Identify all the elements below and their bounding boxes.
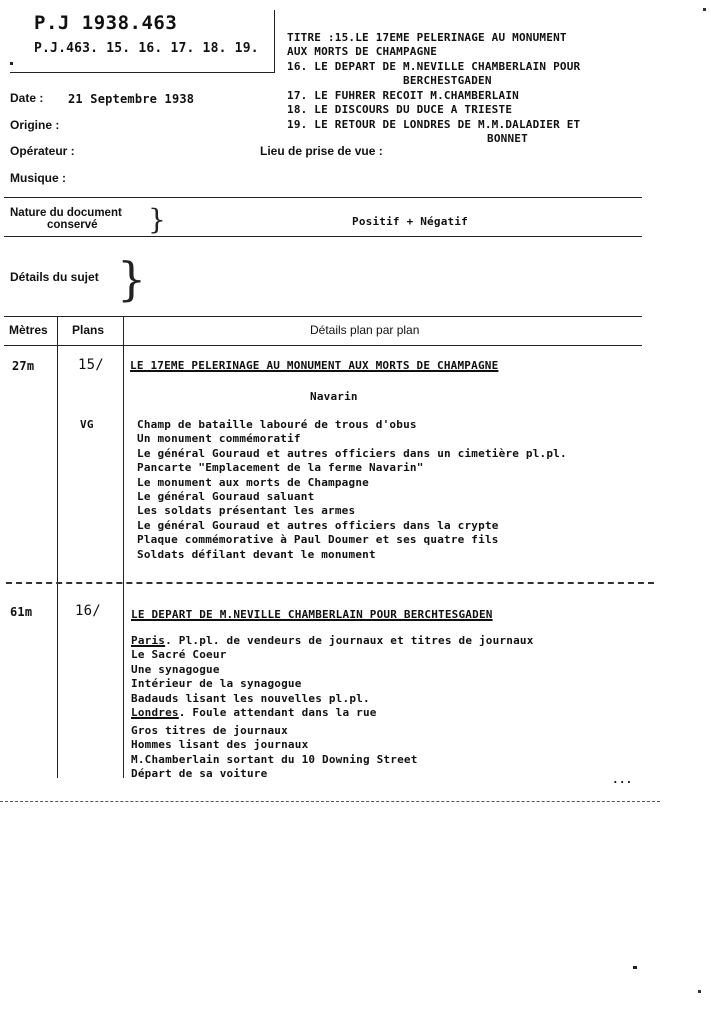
operateur-label: Opérateur : xyxy=(10,144,75,158)
nature-brace: } xyxy=(148,203,166,236)
title-line-7: 19. LE RETOUR DE LONDRES DE M.M.DALADIER ET xyxy=(287,118,581,131)
section16-london-line xyxy=(131,706,377,719)
nature-value: Positif + Négatif xyxy=(352,215,468,228)
details-brace: } xyxy=(117,252,147,306)
paris-place: Paris xyxy=(131,634,166,647)
title-line-8: BONNET xyxy=(487,132,528,145)
section15-line: Pancarte "Emplacement de la ferme Navarin" xyxy=(137,461,424,474)
london-rest: . Foule attendant dans la rue xyxy=(178,706,377,719)
col-divider-1 xyxy=(57,316,58,778)
section16-plan: 16/ xyxy=(75,603,101,619)
details-sujet-label: Détails du sujet xyxy=(10,270,99,284)
table-header-divider xyxy=(4,345,642,346)
section16-line: M.Chamberlain sortant du 10 Downing Street xyxy=(131,753,418,766)
section16-line: Hommes lisant des journaux xyxy=(131,738,309,751)
section15-line: Le général Gouraud et autres officiers dans la crypte xyxy=(137,519,499,532)
section16-title: LE DEPART DE M.NEVILLE CHAMBERLAIN POUR BERCHTESGADEN xyxy=(131,608,493,621)
section16-line: Le Sacré Coeur xyxy=(131,648,227,661)
section16-line: Gros titres de journaux xyxy=(131,724,288,737)
section16-line: Départ de sa voiture xyxy=(131,767,268,780)
section15-line: Champ de bataille labouré de trous d'obus xyxy=(137,418,417,431)
ref-handwritten: P.J 1938.463 xyxy=(34,12,178,34)
section-separator xyxy=(6,582,654,584)
bottom-rule xyxy=(0,801,660,802)
title-line-5: 17. LE FUHRER RECOIT M.CHAMBERLAIN xyxy=(287,89,519,102)
origine-label: Origine : xyxy=(10,118,60,132)
section15-title: LE 17EME PELERINAGE AU MONUMENT AUX MORTS DE CHAMPAGNE xyxy=(130,359,499,372)
col-divider-2 xyxy=(123,316,124,778)
nature-label-1: Nature du document xyxy=(10,207,122,219)
section15-line: Soldats défilant devant le monument xyxy=(137,548,376,561)
section16-paris-line xyxy=(131,634,534,647)
section15-line: Un monument commémoratif xyxy=(137,432,301,445)
ref-numbers: P.J.463. 15. 16. 17. 18. 19. xyxy=(34,41,259,56)
nature-label-2: conservé xyxy=(47,219,98,231)
paris-rest: . Pl.pl. de vendeurs de journaux et titres de journaux xyxy=(165,634,534,647)
scan-speck xyxy=(703,8,706,11)
section16-metres: 61m xyxy=(10,605,33,619)
scan-speck xyxy=(10,62,13,65)
section16-line: Intérieur de la synagogue xyxy=(131,677,302,690)
section15-subtitle: Navarin xyxy=(310,390,358,403)
section16-line: Badauds lisant les nouvelles pl.pl. xyxy=(131,692,370,705)
scan-speck xyxy=(633,966,637,969)
section15-plan: 15/ xyxy=(78,357,104,373)
section15-line: Le monument aux morts de Champagne xyxy=(137,476,369,489)
title-line-6: 18. LE DISCOURS DU DUCE A TRIESTE xyxy=(287,103,513,116)
col-metres-header: Mètres xyxy=(9,323,48,337)
title-line-4: BERCHESTGADEN xyxy=(403,74,492,87)
col-details-header: Détails plan par plan xyxy=(310,323,420,337)
nature-divider xyxy=(4,236,642,237)
section15-line: Plaque commémorative à Paul Doumer et ses quatre fils xyxy=(137,533,499,546)
col-plans-header: Plans xyxy=(72,323,105,337)
ref-box-bottom-border xyxy=(10,72,275,73)
title-line-2: AUX MORTS DE CHAMPAGNE xyxy=(287,45,438,58)
date-label: Date : xyxy=(10,91,44,105)
continuation-ellipsis: ... xyxy=(612,773,633,786)
date-value: 21 Septembre 1938 xyxy=(68,92,195,106)
lieu-label: Lieu de prise de vue : xyxy=(260,144,383,158)
musique-label: Musique : xyxy=(10,171,66,185)
section15-metres: 27m xyxy=(12,359,35,373)
scan-speck xyxy=(698,990,701,993)
section15-line: Le général Gouraud saluant xyxy=(137,490,315,503)
ref-box-right-border xyxy=(274,10,275,72)
london-place: Londres xyxy=(131,706,179,719)
section15-line: Les soldats présentant les armes xyxy=(137,504,356,517)
title-line-3: 16. LE DEPART DE M.NEVILLE CHAMBERLAIN POUR xyxy=(287,60,581,73)
header-divider xyxy=(4,197,642,198)
details-divider xyxy=(4,316,642,317)
section16-line: Une synagogue xyxy=(131,663,220,676)
section15-line: Le général Gouraud et autres officiers dans un cimetière pl.pl. xyxy=(137,447,567,460)
section15-plan-code: VG xyxy=(80,418,94,431)
title-line-1: TITRE :15.LE 17EME PELERINAGE AU MONUMENT xyxy=(287,31,567,44)
